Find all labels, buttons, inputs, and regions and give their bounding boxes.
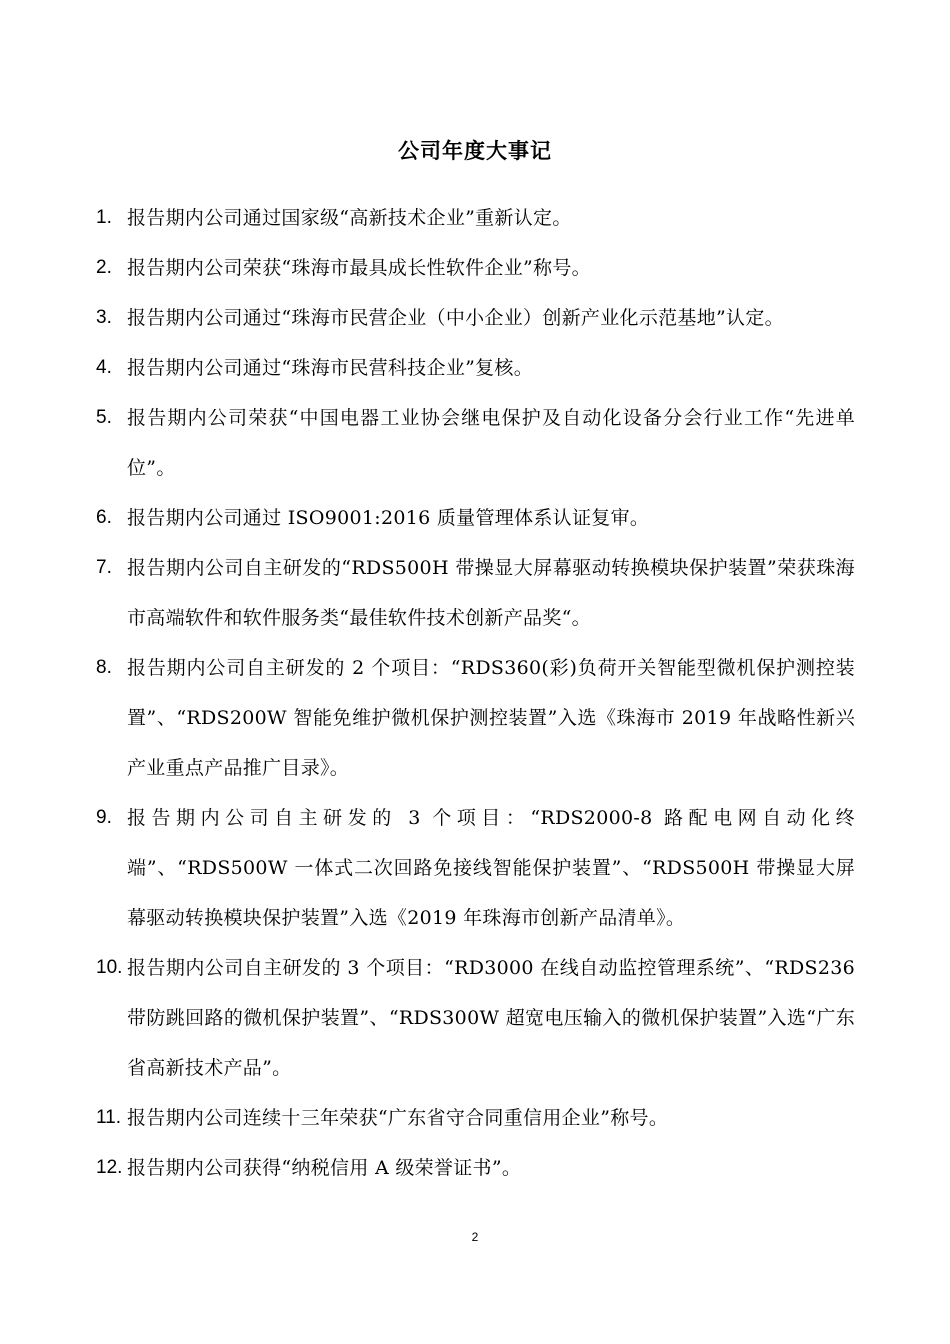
item-text: 报告期内公司自主研发的“RDS500H 带操显大屏幕驱动转换模块保护装置”荣获珠海市高端软件和软件服务类“最佳软件技术创新产品奖“。: [127, 557, 855, 629]
item-text: 报告期内公司荣获“中国电器工业协会继电保护及自动化设备分会行业工作“先进单位”。: [127, 407, 855, 479]
item-number: 7.: [96, 557, 112, 578]
item-text: 报告期内公司通过“珠海市民营企业（中小企业）创新产业化示范基地”认定。: [127, 307, 784, 329]
item-text: 报告期内公司获得“纳税信用 A 级荣誉证书”。: [127, 1157, 522, 1179]
list-item: [0, 343, 950, 393]
item-text: 报告期内公司自主研发的 3 个项目：“RD3000 在线自动监控管理系统”、“RDS236 带防跳回路的微机保护装置”、“RDS300W 超宽电压输入的微机保护装置”入选“广东省高新技术产品”。: [127, 957, 855, 1079]
item-text: 报告期内公司通过 ISO9001:2016 质量管理体系认证复审。: [127, 507, 650, 529]
item-text: 报告期内公司自主研发的 2 个项目：“RDS360(彩)负荷开关智能型微机保护测控装置”、“RDS200W 智能免维护微机保护测控装置”入选《珠海市 2019 年战略性新兴产业重点产品推广目录》。: [127, 657, 855, 779]
page-title: 公司年度大事记: [398, 139, 552, 163]
item-number: 5.: [96, 407, 112, 428]
item-text: 报告期内公司通过“珠海市民营科技企业”复核。: [127, 357, 534, 379]
list-item: [0, 243, 950, 293]
item-number: 9.: [96, 807, 112, 828]
item-number: 1.: [96, 207, 112, 228]
item-number: 4.: [96, 357, 112, 378]
list-item: [0, 1143, 950, 1193]
item-text: 报告期内公司连续十三年荣获“广东省守合同重信用企业”称号。: [127, 1107, 669, 1129]
list-item: [0, 1093, 950, 1143]
list-item: [0, 643, 950, 793]
list-item: [0, 793, 950, 943]
item-number: 8.: [96, 657, 112, 678]
item-number: 3.: [96, 307, 112, 328]
page-number: 2: [471, 1230, 479, 1244]
item-number: 10.: [96, 957, 123, 978]
list-item: [0, 193, 950, 243]
list-item: [0, 943, 950, 1093]
item-number: 6.: [96, 507, 112, 528]
list-item: [0, 393, 950, 493]
item-number: 12.: [96, 1157, 123, 1178]
list-item: [0, 543, 950, 643]
event-list: [0, 193, 950, 1193]
list-item: [0, 493, 950, 543]
item-text: 报告期内公司自主研发的 3 个项目：“RDS2000-8 路配电网自动化终端”、“RDS500W 一体式二次回路免接线智能保护装置”、“RDS500H 带操显大屏幕驱动转换模块保护装置”入选《2019 年珠海市创新产品清单》。: [127, 807, 855, 929]
item-text: 报告期内公司通过国家级“高新技术企业”重新认定。: [127, 207, 572, 229]
item-number: 11.: [96, 1107, 122, 1128]
list-item: [0, 293, 950, 343]
item-number: 2.: [96, 257, 112, 278]
item-text: 报告期内公司荣获“珠海市最具成长性软件企业”称号。: [127, 257, 591, 279]
